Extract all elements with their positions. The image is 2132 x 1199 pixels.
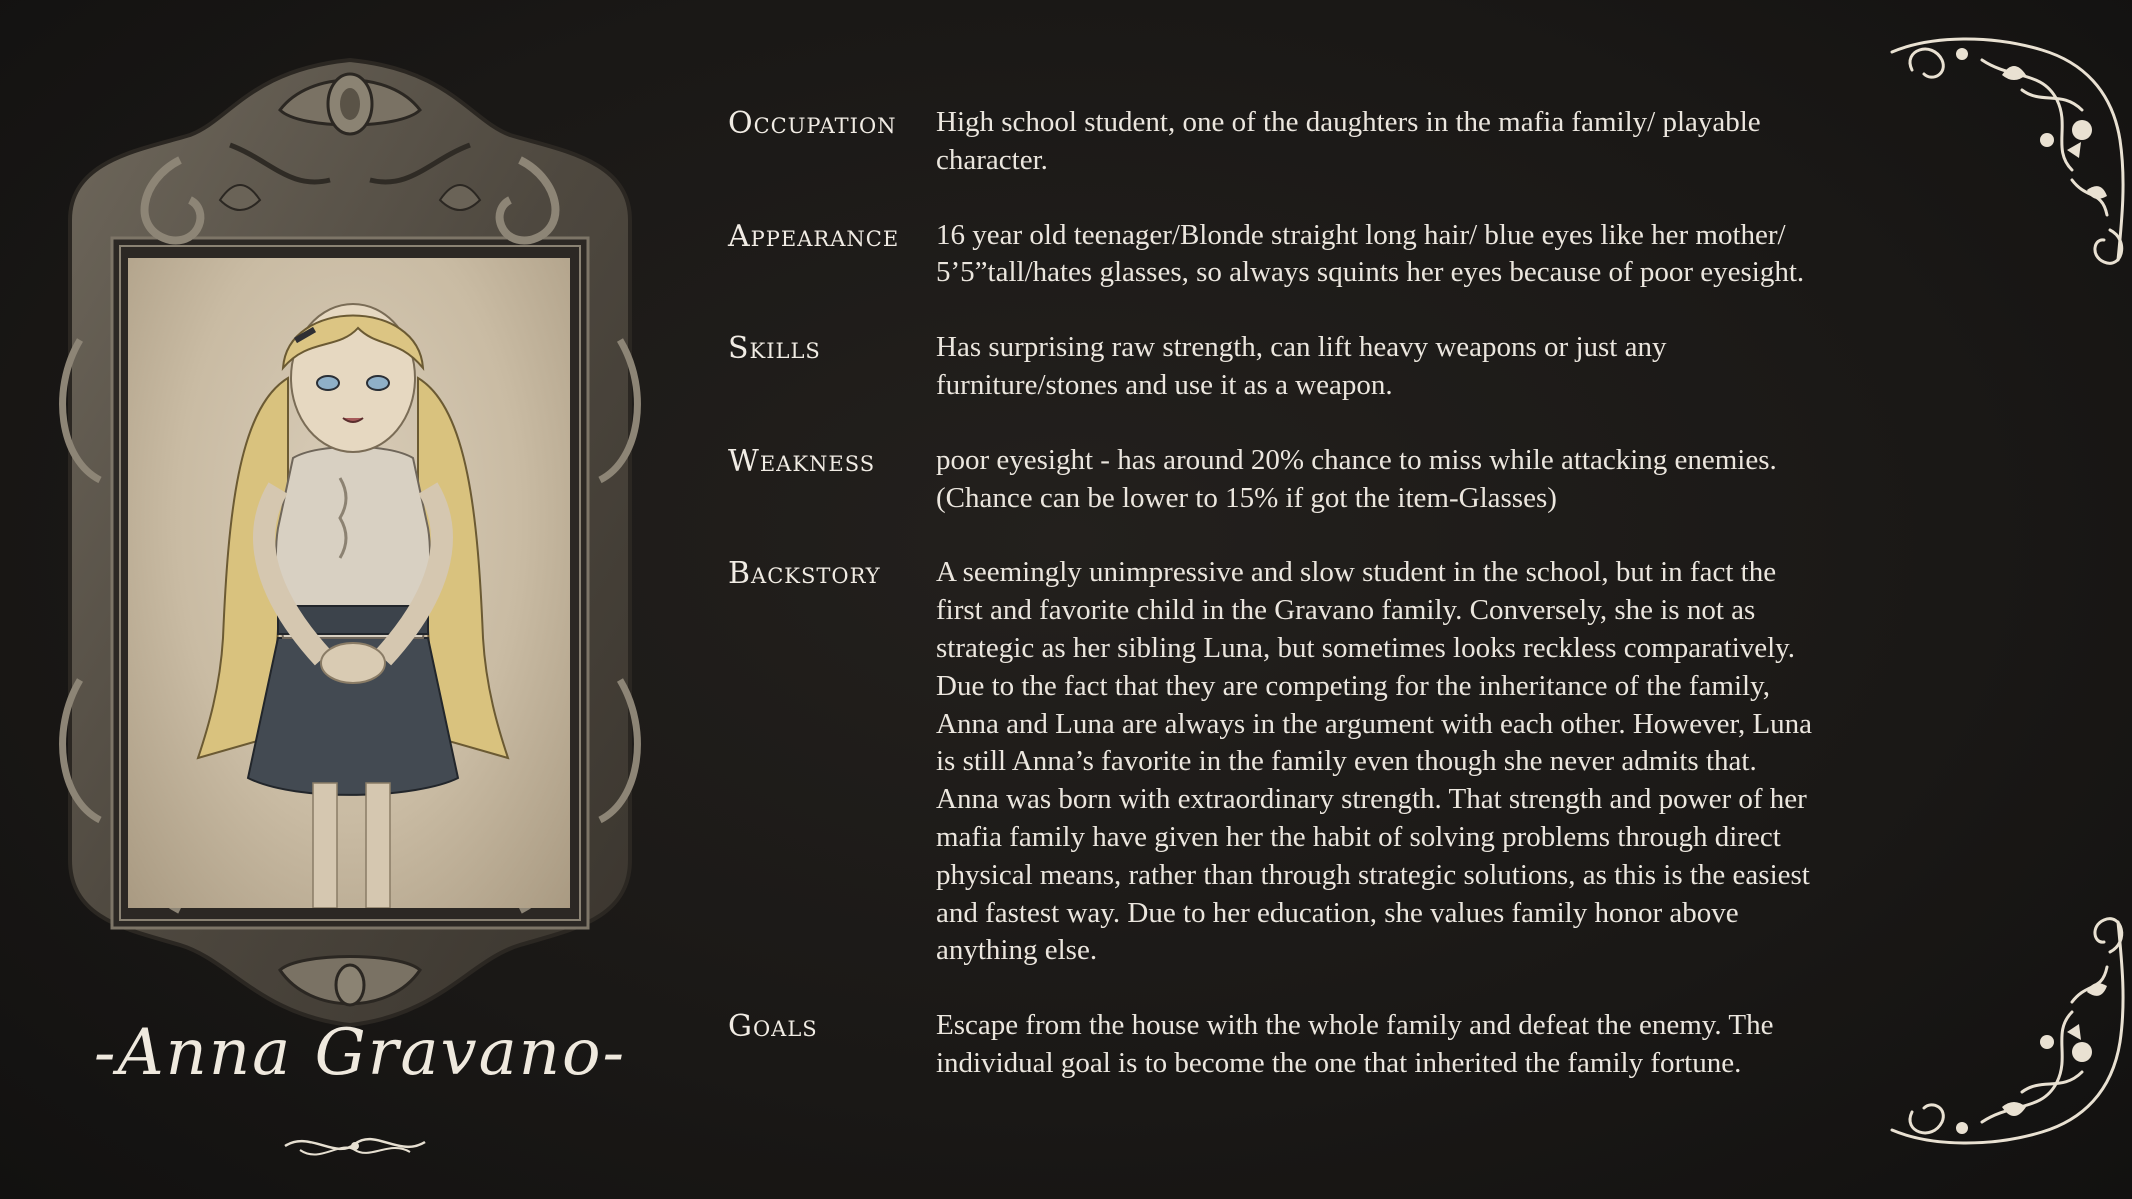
text-line: Escape from the house with the whole family and defeat the enemy. The: [936, 1009, 1774, 1042]
text-line: physical means, rather than through strategic solutions, as this is the easiest: [936, 858, 1810, 891]
anna-illustration-icon: [128, 258, 570, 908]
field-goals: [728, 1007, 1998, 1083]
field-value: [936, 104, 1998, 180]
text-line: and fastest way. Due to her education, she values family honor above: [936, 896, 1739, 929]
field-skills: [728, 329, 1998, 405]
text-line: 5’5”tall/hates glasses, so always squints her eyes because of poor eyesight.: [936, 256, 1805, 289]
text-line: 16 year old teenager/Blonde straight long hair/ blue eyes like her mother/: [936, 218, 1786, 251]
field-label: Occupation: [728, 106, 897, 141]
character-info: [728, 104, 1998, 1083]
field-backstory: [728, 554, 1998, 970]
field-value: [936, 217, 1998, 293]
floral-corner-ornament-icon: [1872, 912, 2132, 1152]
field-label: Goals: [728, 1009, 818, 1045]
field-value: [936, 329, 1998, 405]
field-label: Appearance: [728, 218, 900, 254]
field-occupation: [728, 104, 1998, 180]
field-label: Skills: [728, 331, 821, 367]
text-line: individual goal is to become the one that inherited the family fortune.: [936, 1046, 1742, 1079]
character-name: -Anna Gravano-: [93, 1016, 627, 1090]
text-line: is still Anna’s favorite in the family even though she never admits that.: [936, 745, 1757, 778]
field-label: Weakness: [728, 443, 876, 479]
text-line: A seemingly unimpressive and slow student in the school, but in fact the: [936, 556, 1777, 589]
text-line: Anna and Luna are always in the argument with each other. However, Luna: [936, 707, 1813, 740]
scroll-flourish-icon: [280, 1120, 430, 1168]
text-line: furniture/stones and use it as a weapon.: [936, 368, 1393, 401]
text-line: Anna was born with extraordinary strength. That strength and power of her: [936, 783, 1807, 816]
text-line: anything else.: [936, 934, 1098, 967]
field-weakness: [728, 442, 1998, 518]
text-line: strategic as her sibling Luna, but sometimes looks reckless comparatively.: [936, 631, 1796, 664]
field-value: [936, 1007, 1998, 1083]
text-line: (Chance can be lower to 15% if got the item-Glasses): [936, 481, 1557, 514]
character-portrait: [128, 258, 570, 908]
portrait-frame: [30, 40, 670, 1030]
text-line: character.: [936, 143, 1048, 176]
text-line: High school student, one of the daughters in the mafia family/ playable: [936, 106, 1761, 138]
text-line: mafia family have given her the habit of solving problems through direct: [936, 820, 1781, 853]
field-label: Backstory: [728, 556, 881, 592]
field-value: [936, 442, 1998, 518]
field-value: [936, 554, 1998, 970]
field-appearance: [728, 217, 1998, 293]
text-line: poor eyesight - has around 20% chance to miss while attacking enemies.: [936, 443, 1777, 476]
text-line: Has surprising raw strength, can lift heavy weapons or just any: [936, 331, 1667, 364]
text-line: first and favorite child in the Gravano family. Conversely, she is not as: [936, 594, 1756, 627]
floral-corner-ornament-icon: [1872, 30, 2132, 270]
text-line: Due to the fact that they are competing for the inheritance of the family,: [936, 669, 1770, 702]
